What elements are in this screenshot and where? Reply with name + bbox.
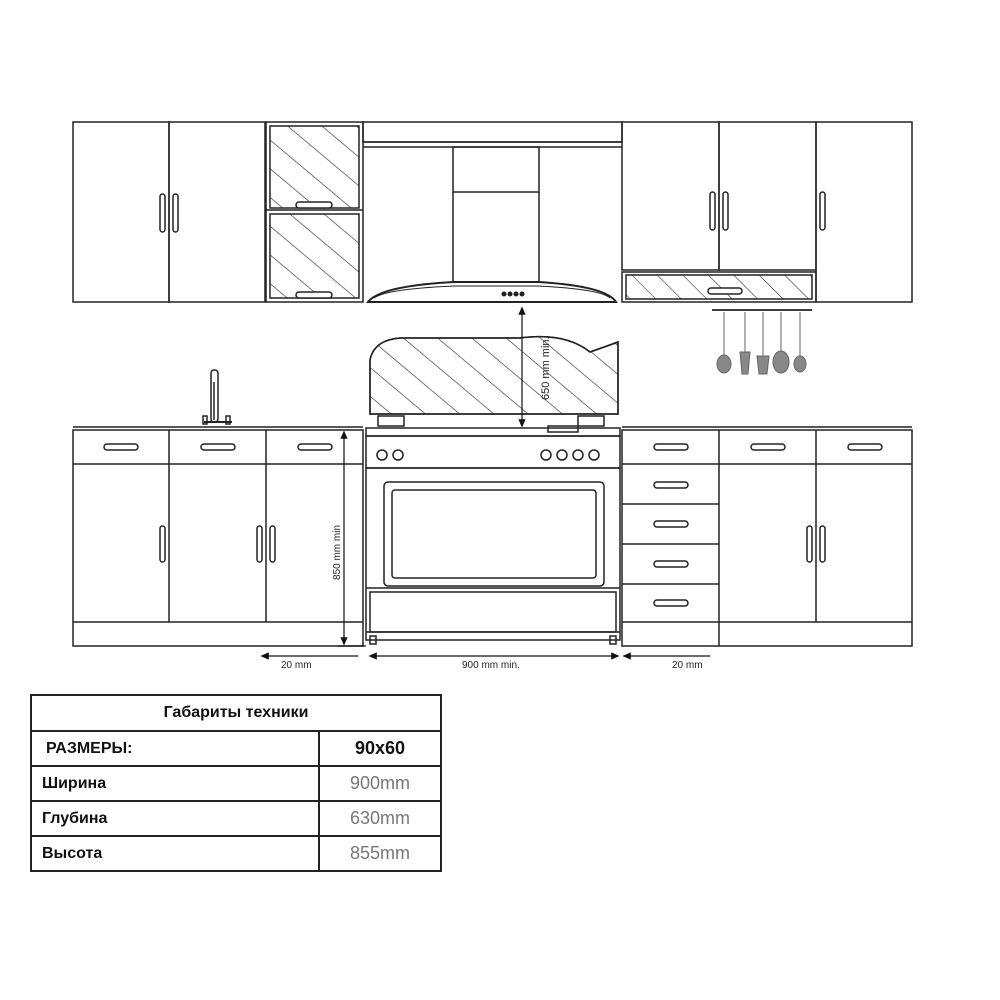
- table-row: [31, 801, 441, 836]
- stove: [366, 426, 620, 644]
- gap-right-label: 20 mm: [672, 660, 703, 671]
- lower-cabinets-right: [622, 427, 912, 646]
- range-hood: [363, 122, 622, 302]
- width-label: Ширина: [31, 766, 319, 801]
- table-row: [31, 836, 441, 871]
- depth-value: 630mm: [319, 801, 441, 836]
- width-value: 900mm: [319, 766, 441, 801]
- depth-label: Глубина: [31, 801, 319, 836]
- upper-cabinets-right: [622, 122, 912, 310]
- table-title: Габариты техники: [31, 695, 441, 731]
- stove-width-label: 900 mm min.: [462, 660, 520, 671]
- backsplash-glass-panel: [370, 337, 618, 426]
- lower-cabinets-left: [73, 427, 363, 646]
- table-row: [31, 766, 441, 801]
- counter-height-label: 850 mm min: [332, 524, 343, 580]
- height-label: Высота: [31, 836, 319, 871]
- hood-clearance-label: 650 mm min.: [540, 336, 552, 400]
- appliance-dimensions-table: [30, 694, 442, 872]
- gap-left-label: 20 mm: [281, 660, 312, 671]
- sink-faucet: [203, 370, 232, 424]
- upper-cabinets-left: [73, 122, 363, 302]
- height-value: 855mm: [319, 836, 441, 871]
- sizes-label: РАЗМЕРЫ:: [31, 731, 319, 766]
- table-row: [31, 731, 441, 766]
- sizes-value: 90x60: [319, 731, 441, 766]
- hanging-utensils: [717, 312, 806, 374]
